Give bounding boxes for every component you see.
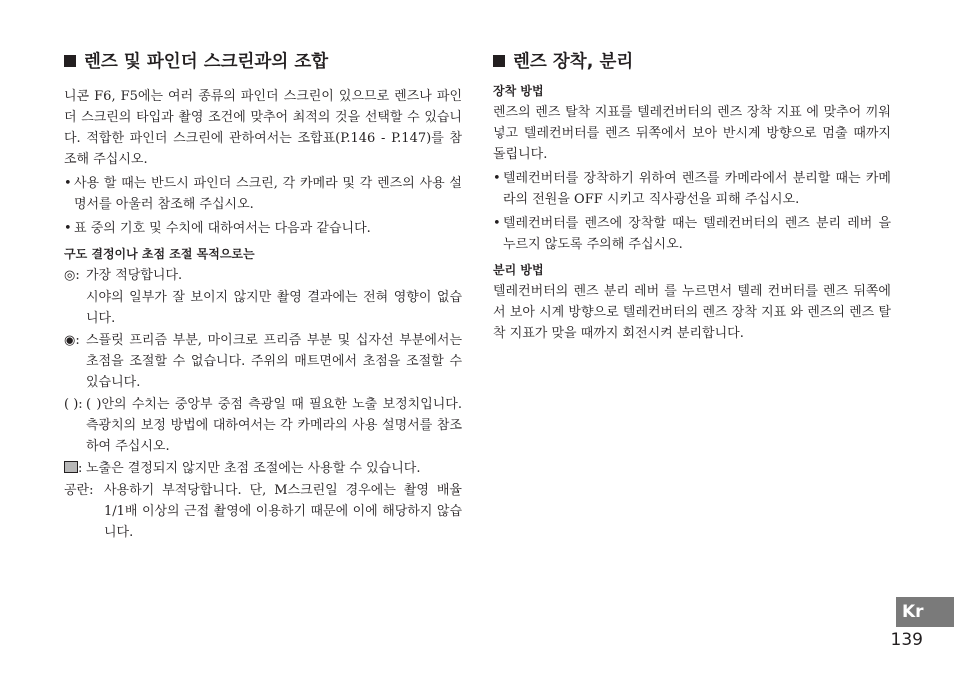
page-number: 139 — [890, 630, 923, 650]
bullet-item: • 텔레컨버터를 렌즈에 장착할 때는 텔레컨버터의 렌즈 분리 레버 을 누르지 않도록 주의해 주십시오. — [493, 213, 891, 255]
circle-icon — [64, 287, 80, 308]
subheading-composition-focus: 구도 결정이나 초점 조절 목적으로는 — [64, 247, 255, 261]
bullet-item: • 사용 할 때는 반드시 파인더 스크린, 각 카메라 및 각 렌즈의 사용 설명서를 아울러 참조해 주십시오. — [64, 173, 462, 215]
section-title-attach-detach: 렌즈 장착, 분리 — [493, 50, 891, 74]
symbol-legend-item: 공란: 사용하기 부적당합니다. 단, M스크린일 경우에는 촬영 배율 1/1배 이상의 근접 촬영에 이용하기 때문에 이에 해당하지 않습니다. — [64, 480, 462, 543]
language-tab: Kr — [896, 597, 954, 627]
bullet-dot-icon: • — [64, 176, 72, 191]
attach-paragraph: 렌즈의 렌즈 탈착 지표를 텔레컨버터의 렌즈 장착 지표 에 맞추어 끼워 넣고 텔레컨버터를 렌즈 뒤쪽에서 보아 반시계 방향으로 멈출 때까지 돌립니다. — [493, 105, 891, 162]
bullet-item: • 표 중의 기호 및 수치에 대하여서는 다음과 같습니다. — [64, 218, 462, 239]
right-column — [493, 50, 891, 344]
bullet-item: • 텔레컨버터를 장착하기 위하여 렌즈를 카메라에서 분리할 때는 카메라의 전원을 OFF 시키고 직사광선을 피해 주십시오. — [493, 168, 891, 210]
symbol-legend-item: ( ): ( )안의 수치는 중앙부 중점 측광일 때 필요한 노출 보정치입니다. 측광치의 보정 방법에 대하여서는 각 카메라의 사용 설명서를 참조하여 주십시오. — [64, 394, 462, 457]
symbol-legend-item: ◎: 가장 적당합니다. — [64, 265, 462, 286]
square-bullet-icon — [493, 55, 505, 67]
double-circle-icon: ◎: — [64, 268, 80, 283]
blank-label: 공란: — [64, 483, 94, 498]
bullet-dot-icon: • — [493, 216, 501, 231]
symbol-legend-item: 시야의 일부가 잘 보이지 않지만 촬영 결과에는 전혀 영향이 없습니다. — [64, 287, 462, 329]
section-title-lens-screen: 렌즈 및 파인더 스크린과의 조합 — [64, 50, 462, 74]
detach-paragraph: 텔레컨버터의 렌즈 분리 레버 를 누르면서 텔레 컨버터를 렌즈 뒤쪽에서 보아 시계 방향으로 텔레컨버터의 렌즈 장착 지표 와 렌즈의 렌즈 탈착 지표가 맞을 때까지 회전시켜 분리합니다. — [493, 284, 891, 341]
left-column — [64, 50, 462, 543]
grey-box-icon — [64, 461, 78, 473]
symbol-legend-item: ◉: 스플릿 프리즘 부분, 마이크로 프리즘 부분 및 십자선 부분에서는 초점을 조절할 수 없습니다. 주위의 매트면에서 초점을 조절할 수 있습니다. — [64, 330, 462, 393]
square-bullet-icon — [64, 55, 76, 67]
bullet-dot-icon: • — [64, 221, 72, 236]
parentheses-symbol: ( ): — [64, 397, 83, 412]
subheading-detach: 분리 방법 — [493, 263, 544, 277]
symbol-legend-item: : 노출은 결정되지 않지만 초점 조절에는 사용할 수 있습니다. — [64, 458, 462, 479]
filled-circle-icon: ◉: — [64, 333, 80, 348]
bullet-dot-icon: • — [493, 171, 501, 186]
intro-paragraph: 니콘 F6, F5에는 여러 종류의 파인더 스크린이 있으므로 렌즈나 파인더 스크린의 타입과 촬영 조건에 맞추어 최적의 것을 선택할 수 있습니다. 적합한 파인더 스크린에 관하여서는 조합표(P.146 - P.147)를 참조해 주십시오. — [64, 89, 462, 167]
subheading-attach: 장착 방법 — [493, 84, 544, 98]
